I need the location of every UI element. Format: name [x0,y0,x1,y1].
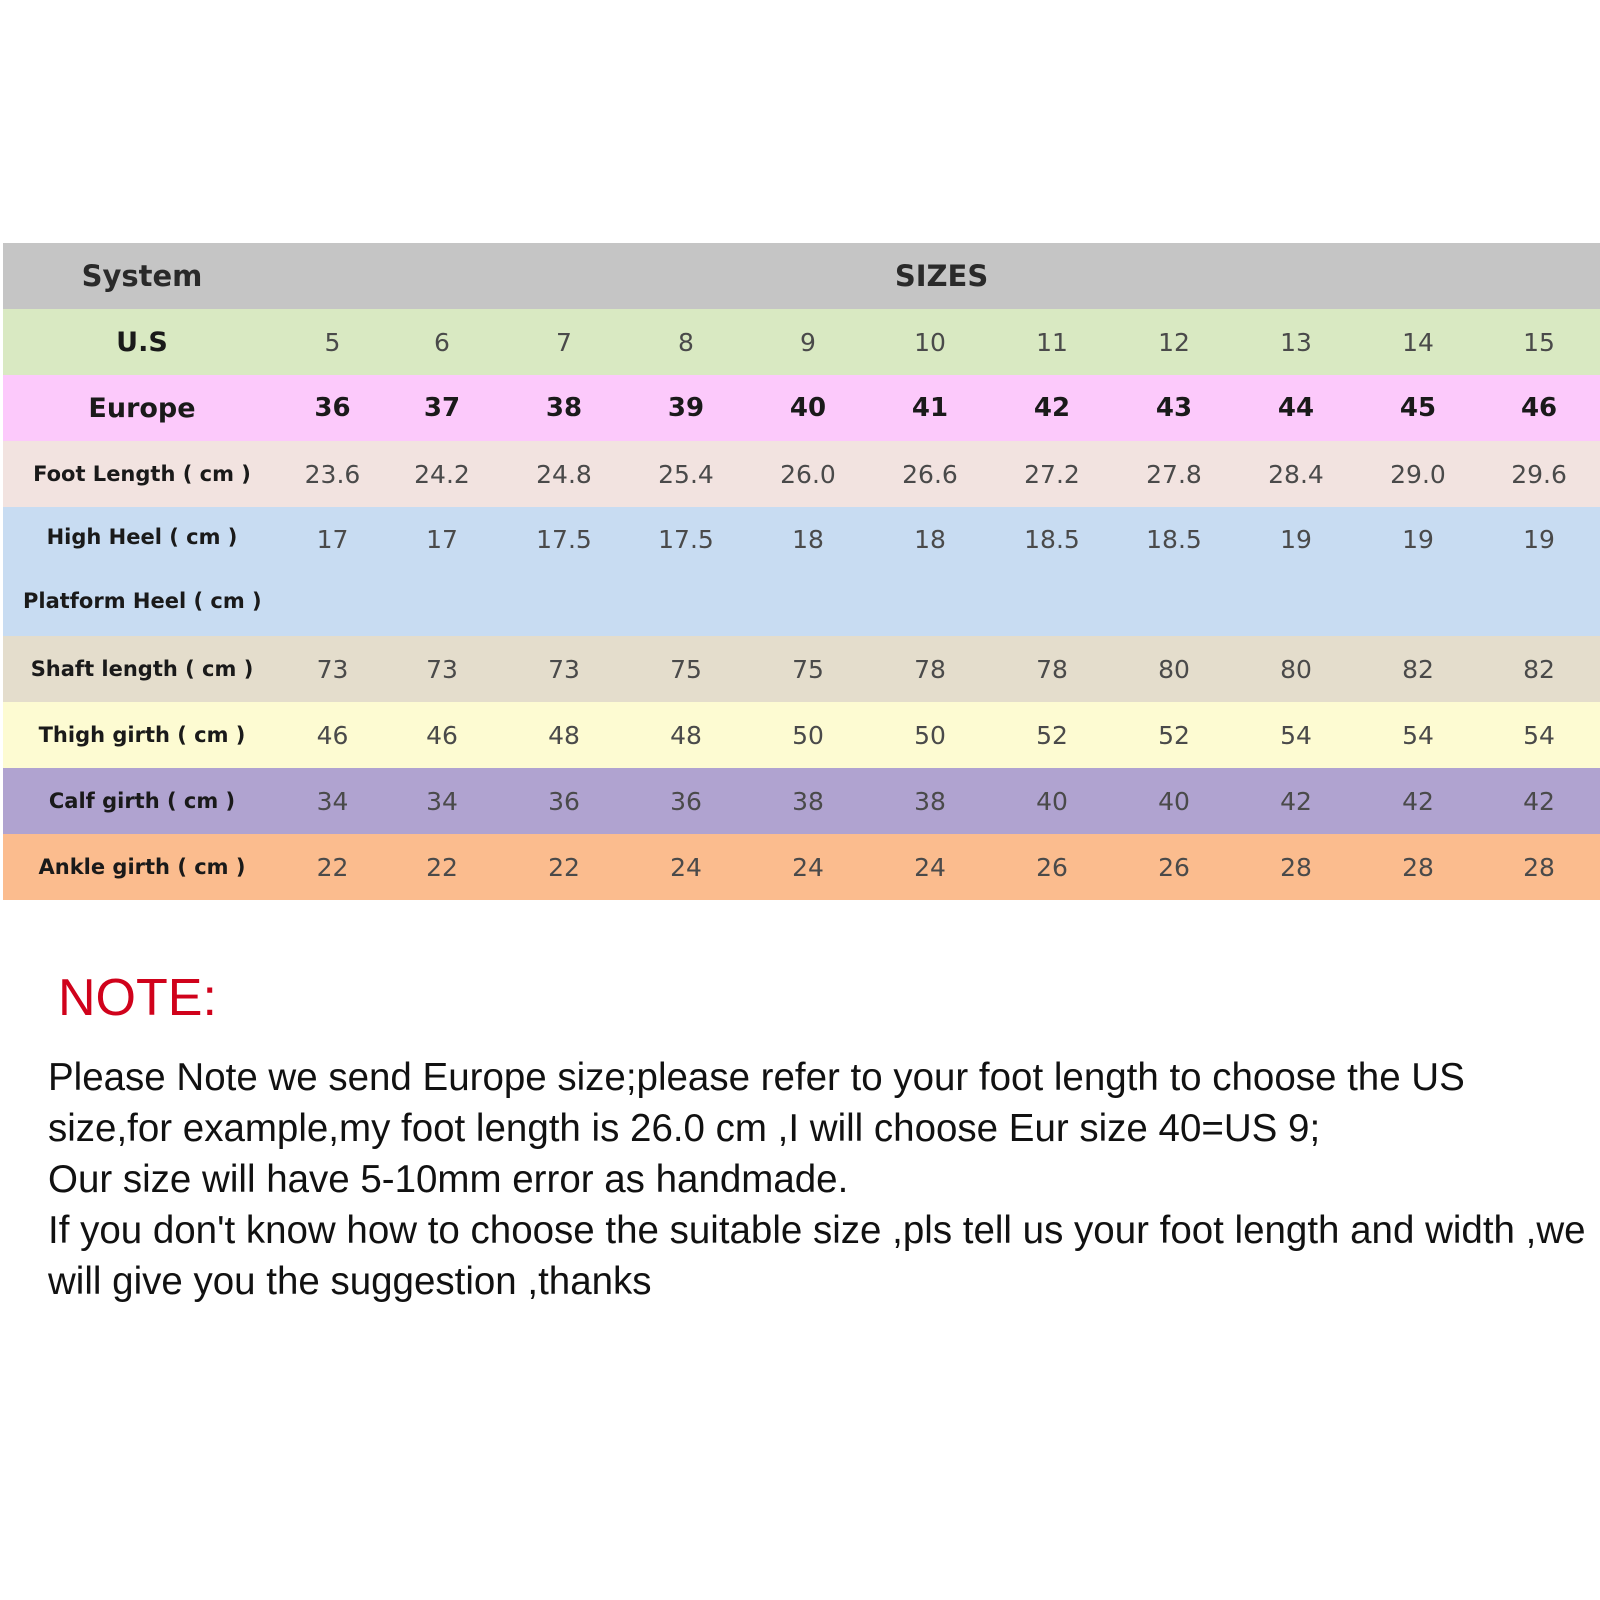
size-cell: 46 [426,720,458,750]
size-cell: 73 [548,654,580,684]
row-label: Foot Length ( cm ) [33,462,251,486]
size-cell: 22 [316,852,349,882]
size-cell: 24.8 [536,459,592,489]
size-cell: 37 [423,393,461,423]
size-cell: 11 [1036,327,1068,357]
note-line-error: Our size will have 5-10mm error as handmade. [48,1158,849,1201]
size-cell: 54 [1402,720,1434,750]
foot-length-row [3,441,1600,507]
size-cell: 34 [426,786,458,816]
size-cell: 39 [667,393,705,423]
size-cell: 34 [316,786,349,816]
note-line-suggestion: If you don't know how to choose the suitable size ,pls tell us your foot length and width ,we will give you the suggestion ,thanks [48,1209,1586,1303]
size-cell: 29.6 [1511,459,1567,489]
size-cell: 17 [316,525,349,554]
europe-size-row [3,375,1600,441]
size-cell: 17.5 [658,525,714,554]
size-cell: 42 [1033,393,1071,423]
size-cell: 36 [548,786,580,816]
size-cell: 19 [1523,525,1555,554]
shaft-length-row [3,636,1600,702]
size-cell: 6 [434,327,450,357]
size-cell: 8 [678,327,694,357]
size-cell: 27.8 [1146,459,1202,489]
size-cell: 26 [1158,852,1190,882]
size-cell: 18 [914,525,946,554]
size-cell: 50 [792,720,824,750]
heel-height-row [3,507,1600,636]
size-cell: 29.0 [1390,459,1446,489]
row-label: Ankle girth ( cm ) [38,855,246,879]
note-line-foot-length: Please Note we send Europe size;please refer to your foot length to choose the US size,for example,my foot length is 26.0 cm ,I will choose Eur size 40=US 9; [48,1056,1465,1150]
note-body [48,1052,1588,1307]
size-cell: 73 [316,654,349,684]
size-cell: 40 [789,393,827,423]
size-cell: 18.5 [1146,525,1202,554]
size-cell: 46 [1520,393,1558,423]
size-cell: 42 [1523,786,1555,816]
size-cell: 13 [1280,327,1312,357]
size-cell: 45 [1399,393,1437,423]
size-cell: 40 [1036,786,1068,816]
size-cell: 27.2 [1024,459,1080,489]
size-cell: 28.4 [1268,459,1324,489]
size-cell: 52 [1158,720,1190,750]
note-title: NOTE: [58,969,217,1027]
size-cell: 75 [670,654,702,684]
size-cell: 54 [1523,720,1555,750]
size-cell: 26 [1036,852,1068,882]
size-cell: 28 [1523,852,1555,882]
size-cell: 82 [1402,654,1434,684]
size-cell: 40 [1158,786,1190,816]
row-label: Europe [88,392,196,424]
size-cell: 24 [914,852,946,882]
size-cell: 18 [792,525,824,554]
size-cell: 23.6 [304,459,361,489]
high-heel-label: High Heel ( cm ) [46,525,238,549]
size-cell: 44 [1277,393,1315,423]
row-label: Thigh girth ( cm ) [38,723,246,747]
size-cell: 54 [1280,720,1312,750]
sizes-header: SIZES [894,259,989,293]
size-cell: 82 [1523,654,1555,684]
row-label [3,507,281,636]
size-chart-table [3,243,1600,900]
platform-heel-label: Platform Heel ( cm ) [23,589,262,613]
system-header: System [81,259,203,293]
size-cell: 36 [314,393,351,423]
size-cell: 28 [1280,852,1312,882]
size-cell: 22 [548,852,580,882]
size-cell: 28 [1402,852,1434,882]
size-cell: 17 [426,525,458,554]
size-cell: 46 [316,720,349,750]
us-size-row [3,309,1600,375]
size-cell: 24.2 [414,459,470,489]
size-cell: 36 [670,786,702,816]
size-cell: 19 [1402,525,1434,554]
size-cell: 73 [426,654,458,684]
size-cell: 9 [800,327,816,357]
size-cell: 38 [792,786,824,816]
size-cell: 42 [1280,786,1312,816]
row-label: Shaft length ( cm ) [30,657,254,681]
calf-girth-row [3,768,1600,834]
size-cell: 48 [548,720,580,750]
size-cell: 5 [324,327,341,357]
size-cell: 22 [426,852,458,882]
size-cell: 38 [914,786,946,816]
size-cell: 75 [792,654,824,684]
size-cell: 19 [1280,525,1312,554]
size-cell: 43 [1155,393,1193,423]
size-cell: 78 [1036,654,1068,684]
size-cell: 42 [1402,786,1434,816]
size-cell: 38 [545,393,583,423]
size-cell: 50 [914,720,946,750]
row-label: U.S [116,326,168,358]
size-cell: 25.4 [658,459,714,489]
size-cell: 24 [792,852,824,882]
size-cell: 12 [1158,327,1190,357]
size-cell: 24 [670,852,702,882]
size-cell: 14 [1402,327,1434,357]
row-label: Calf girth ( cm ) [48,789,236,813]
size-cell: 78 [914,654,946,684]
size-cell: 41 [911,393,949,423]
size-cell: 26.6 [902,459,958,489]
size-cell: 26.0 [780,459,836,489]
size-cell: 10 [914,327,946,357]
ankle-girth-row [3,834,1600,900]
size-cell: 48 [670,720,702,750]
size-cell: 17.5 [536,525,592,554]
header-row [3,243,1600,309]
size-cell: 7 [556,327,572,357]
size-cell: 18.5 [1024,525,1080,554]
thigh-girth-row [3,702,1600,768]
size-cell: 52 [1036,720,1068,750]
size-cell: 80 [1280,654,1312,684]
size-cell: 80 [1158,654,1190,684]
size-cell: 15 [1523,327,1555,357]
